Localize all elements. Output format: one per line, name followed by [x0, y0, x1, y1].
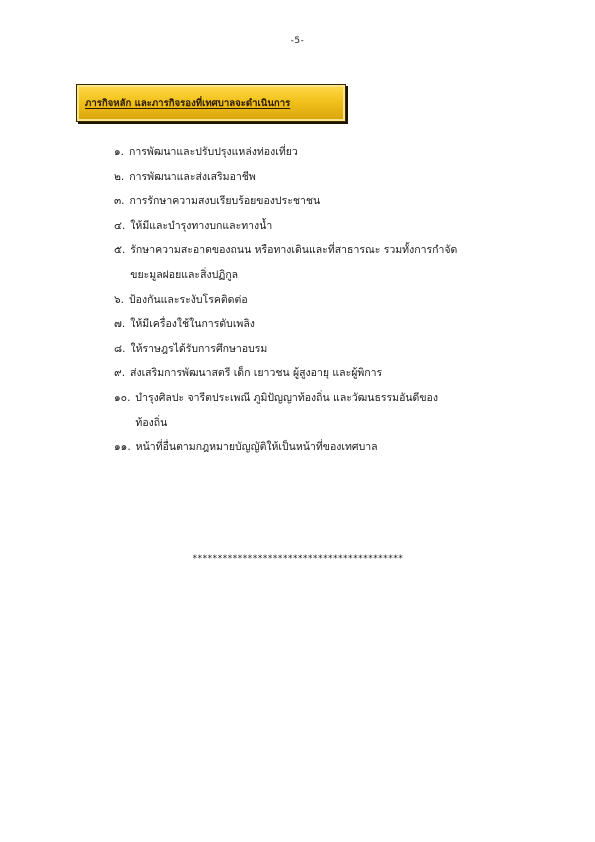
duty-text-line: ให้ราษฎรได้รับการศึกษาอบรม: [130, 342, 268, 355]
duty-text: [130, 189, 554, 214]
duty-item: [114, 288, 554, 313]
duty-number: ๓.: [114, 195, 125, 208]
duty-number: ๑๑.: [114, 441, 131, 454]
duty-text: [129, 140, 554, 165]
duty-text-line: การรักษาความสงบเรียบร้อยของประชาชน: [129, 195, 321, 208]
duty-text: [130, 238, 554, 287]
section-heading-box: [76, 84, 346, 122]
duty-number: ๘.: [114, 342, 126, 355]
duty-text: [130, 337, 554, 362]
duty-text: [136, 435, 554, 460]
duty-number: ๖.: [114, 293, 125, 306]
duty-item: [114, 337, 554, 362]
duty-text-line: ให้มีและบำรุงทางบกและทางน้ำ: [130, 219, 273, 232]
duty-item: [114, 189, 554, 214]
duty-text-line: ส่งเสริมการพัฒนาสตรี เด็ก เยาวชน ผู้สูงอายุ และผู้พิการ: [130, 367, 383, 380]
duty-text: [130, 214, 554, 239]
duty-number: ๑๐.: [114, 391, 131, 404]
page-number: -5-: [290, 36, 305, 46]
duty-item: [114, 312, 554, 337]
duty-number: ๔.: [114, 219, 126, 232]
duty-text: [129, 165, 554, 190]
duty-number: ๑.: [114, 146, 125, 158]
duty-item: [114, 165, 554, 190]
duty-item: [114, 361, 554, 386]
duty-text: [130, 361, 554, 386]
duty-text-line: การพัฒนาและส่งเสริมอาชีพ: [129, 170, 256, 183]
duty-text-line: หน้าที่อื่นตามกฎหมายบัญญัติให้เป็นหน้าที่ของเทศบาล: [135, 441, 378, 454]
duty-item: [114, 386, 554, 435]
duty-text-line: ให้มีเครื่องใช้ในการดับเพลิง: [130, 318, 255, 331]
duty-item: [114, 435, 554, 460]
duty-text-line: การพัฒนาและปรับปรุงแหล่งท่องเที่ยว: [129, 146, 298, 158]
duty-item: [114, 214, 554, 239]
duty-item: [114, 238, 554, 287]
duty-number: ๙.: [114, 367, 126, 380]
duty-text-line: รักษาความสะอาดของถนน หรือทางเดินและที่สาธารณะ รวมทั้งการกำจัด: [130, 244, 458, 257]
duty-number: ๕.: [114, 244, 126, 257]
section-heading: ภารกิจหลัก และภารกิจรองที่เทศบาลจะดำเนินการ: [85, 97, 291, 109]
duty-text: [130, 312, 554, 337]
duty-text-line: ป้องกันและระงับโรคติดต่อ: [129, 293, 248, 306]
duty-text: [129, 288, 554, 313]
duty-text-line: ท้องถิ่น: [135, 416, 168, 429]
duty-item: [114, 140, 554, 165]
duty-list: [114, 140, 554, 460]
separator-stars: ******************************************: [192, 554, 403, 564]
duty-number: ๗.: [114, 318, 126, 331]
duty-text-line: ขยะมูลฝอยและสิ่งปฏิกูล: [130, 268, 239, 281]
duty-text: [135, 386, 554, 435]
duty-text-line: บำรุงศิลปะ จารีตประเพณี ภูมิปัญญาท้องถิ่น และวัฒนธรรมอันดีของ: [135, 391, 438, 404]
duty-number: ๒.: [114, 170, 125, 183]
